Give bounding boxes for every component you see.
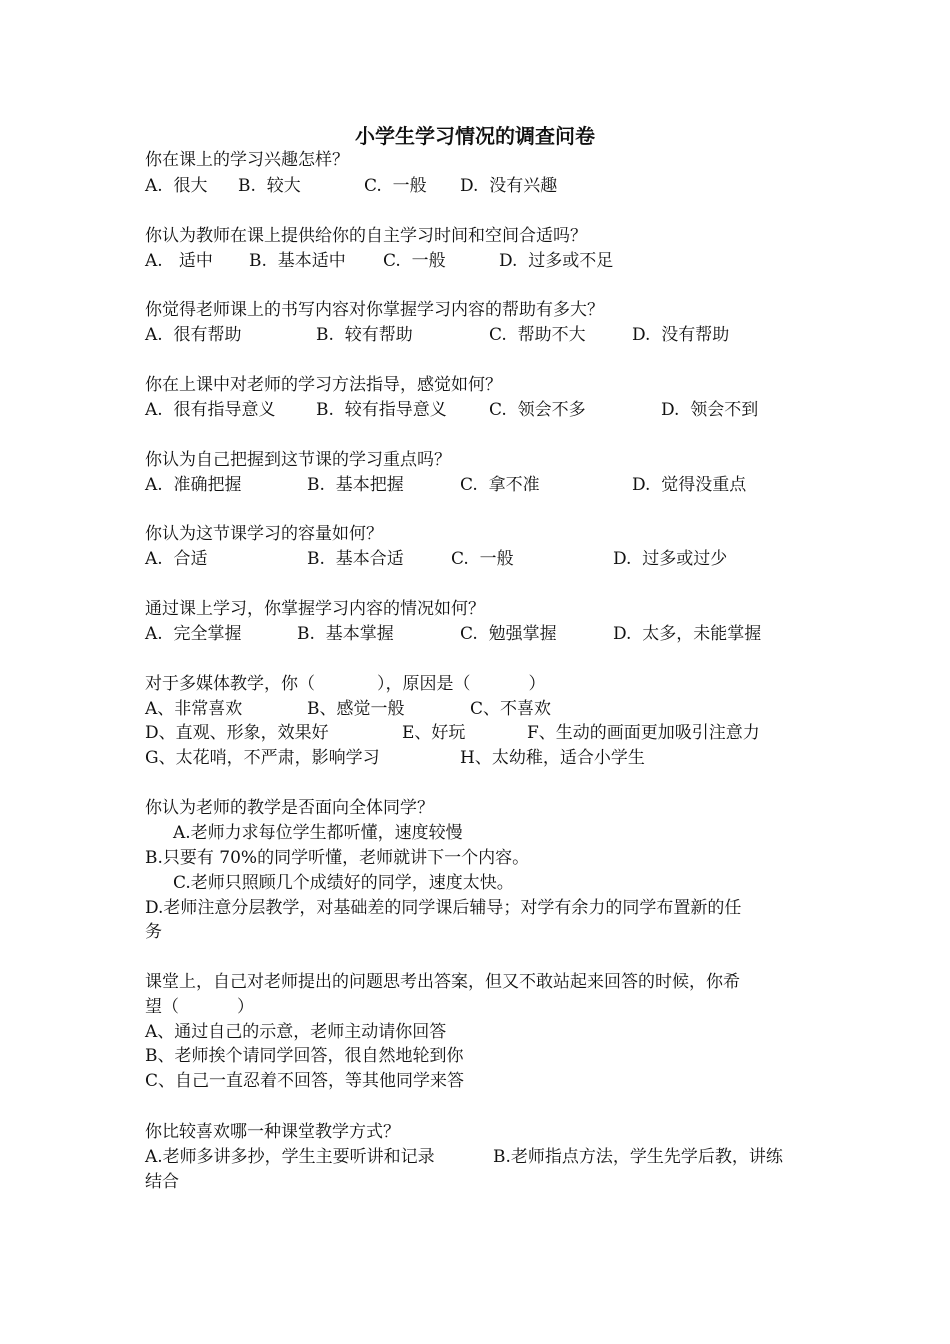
q10-text-part1: 望（ — [145, 997, 179, 1017]
q6-option-c: C. 一般 — [451, 549, 514, 569]
q5-option-d: D. 觉得没重点 — [632, 475, 747, 495]
q10-option-c: C、自己一直忍着不回答，等其他同学来答 — [145, 1071, 465, 1091]
question-1: 你在课上的学习兴趣怎样？ — [145, 150, 349, 170]
q5-option-a: A. 准确把握 — [145, 475, 242, 495]
q8-text-part3: ） — [528, 674, 546, 694]
question-3: 你觉得老师课上的书写内容对你掌握学习内容的帮助有多大？ — [145, 300, 604, 320]
question-6: 你认为这节课学习的容量如何？ — [145, 524, 383, 544]
q1-option-d: D. 没有兴趣 — [460, 176, 558, 196]
q2-option-a: A. 适中 — [145, 251, 213, 271]
q8-option-h: H、太幼稚，适合小学生 — [460, 748, 645, 768]
q11-option-b-continued: 结合 — [145, 1172, 179, 1192]
q10-option-b: B、老师挨个请同学回答，很自然地轮到你 — [145, 1046, 464, 1066]
q4-option-b: B. 较有指导意义 — [316, 400, 447, 420]
q11-option-b: B.老师指点方法，学生先学后教，讲练 — [493, 1147, 783, 1167]
q9-option-c: C.老师只照顾几个成绩好的同学，速度太快。 — [173, 873, 514, 893]
page-title: 小学生学习情况的调查问卷 — [355, 124, 595, 148]
question-8 — [145, 672, 546, 696]
question-5: 你认为自己把握到这节课的学习重点吗？ — [145, 450, 451, 470]
question-7: 通过课上学习，你掌握学习内容的情况如何？ — [145, 599, 485, 619]
q2-option-b: B. 基本适中 — [249, 251, 346, 271]
q7-option-b: B. 基本掌握 — [297, 624, 394, 644]
q6-option-d: D. 过多或过少 — [613, 549, 728, 569]
q2-option-c: C. 一般 — [383, 251, 446, 271]
question-11: 你比较喜欢哪一种课堂教学方式？ — [145, 1122, 400, 1142]
q3-option-a: A. 很有帮助 — [145, 325, 242, 345]
question-10: 课堂上，自己对老师提出的问题思考出答案，但又不敢站起来回答的时候，你希 — [145, 972, 740, 992]
q10-text-part2: ） — [237, 997, 254, 1017]
q11-option-a: A.老师多讲多抄，学生主要听讲和记录 — [145, 1147, 435, 1167]
q4-option-c: C. 领会不多 — [489, 400, 586, 420]
question-4: 你在上课中对老师的学习方法指导，感觉如何？ — [145, 375, 502, 395]
q7-option-d: D. 太多，未能掌握 — [613, 624, 762, 644]
q7-option-a: A. 完全掌握 — [145, 624, 242, 644]
q1-option-c: C. 一般 — [364, 176, 427, 196]
q6-option-a: A. 合适 — [145, 549, 208, 569]
q2-option-d: D. 过多或不足 — [499, 251, 614, 271]
q5-option-b: B. 基本把握 — [307, 475, 404, 495]
q9-option-d: D.老师注意分层教学，对基础差的同学课后辅导；对学有余力的同学布置新的任 — [145, 898, 742, 918]
q9-option-b: B.只要有 70%的同学听懂，老师就讲下一个内容。 — [145, 848, 530, 868]
q4-option-a: A. 很有指导意义 — [145, 400, 276, 420]
q9-option-a: A.老师力求每位学生都听懂，速度较慢 — [173, 823, 463, 843]
q4-option-d: D. 领会不到 — [661, 400, 759, 420]
q8-option-a: A、非常喜欢 — [145, 699, 243, 719]
q8-option-g: G、太花哨，不严肃，影响学习 — [145, 748, 380, 768]
q8-text-part2: ），原因是（ — [377, 674, 471, 694]
question-9: 你认为老师的教学是否面向全体同学？ — [145, 798, 434, 818]
q1-option-a: A. 很大 — [145, 176, 208, 196]
q6-option-b: B. 基本合适 — [307, 549, 404, 569]
q8-text-part1: 对于多媒体教学，你（ — [145, 674, 315, 694]
q8-option-f: F、生动的画面更加吸引注意力 — [527, 723, 760, 743]
q7-option-c: C. 勉强掌握 — [460, 624, 557, 644]
q10-option-a: A、通过自己的示意，老师主动请你回答 — [145, 1022, 447, 1042]
q8-option-b: B、感觉一般 — [307, 699, 405, 719]
question-2: 你认为教师在课上提供给你的自主学习时间和空间合适吗？ — [145, 226, 587, 246]
q3-option-d: D. 没有帮助 — [632, 325, 730, 345]
q3-option-b: B. 较有帮助 — [316, 325, 413, 345]
question-10-continued — [145, 995, 254, 1019]
q8-option-d: D、直观、形象，效果好 — [145, 723, 329, 743]
q8-option-c: C、不喜欢 — [470, 699, 552, 719]
q1-option-b: B. 较大 — [238, 176, 301, 196]
q9-option-d-continued: 务 — [145, 922, 162, 942]
q3-option-c: C. 帮助不大 — [489, 325, 586, 345]
q5-option-c: C. 拿不准 — [460, 475, 540, 495]
q8-option-e: E、好玩 — [402, 723, 466, 743]
